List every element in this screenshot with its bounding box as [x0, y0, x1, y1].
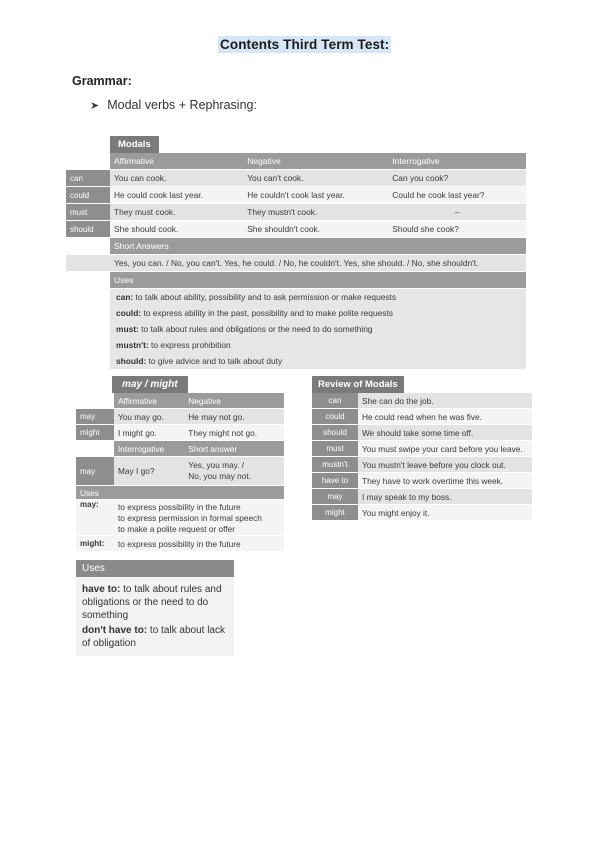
review-of-modals-table [312, 376, 532, 521]
bullet-text: Modal verbs + Rephrasing: [107, 98, 257, 112]
cell-affirmative: He could cook last year. [110, 187, 243, 204]
uses-list [110, 289, 526, 369]
table-row [76, 457, 284, 486]
cell-negative: They mustn't cook. [243, 204, 388, 221]
may-might-table [76, 376, 284, 552]
table-row: mustn't You mustn't leave before you clock out. [312, 457, 532, 473]
list-item: can: to talk about ability, possibility and to ask permission or make requests [116, 292, 397, 302]
cell-affirmative: You can cook. [110, 170, 243, 187]
cell-negative: She shouldn't cook. [243, 221, 388, 238]
arrow-bullet-icon: ➤ [90, 100, 100, 112]
uses-lines: to express possibility in the future [114, 536, 284, 552]
short-answers: Yes, you can. / No, you can't. Yes, he could. / No, he couldn't. Yes, she should. / No, she shouldn't. [110, 255, 526, 272]
list-item: must: to talk about rules and obligations or the need to do something [116, 324, 373, 334]
row-label: may [76, 457, 114, 486]
col-header-interrogative: Interrogative [388, 153, 526, 170]
modals-table [66, 136, 526, 370]
cell-interrogative: Should she cook? [388, 221, 526, 238]
table-row: may I may speak to my boss. [312, 489, 532, 505]
col-header-interrogative: Interrogative [114, 441, 184, 457]
uses-header: Uses [76, 486, 284, 500]
table-row [66, 187, 526, 204]
col-header-affirmative: Affirmative [114, 393, 184, 409]
cell-question: May I go? [114, 457, 184, 486]
cell-interrogative: – [388, 204, 526, 221]
col-header-short-answer: Short answer [184, 441, 284, 457]
row-label: must [66, 204, 110, 221]
col-header-affirmative: Affirmative [110, 153, 243, 170]
uses-header: Uses [76, 560, 234, 577]
cell-negative: You can't cook. [243, 170, 388, 187]
cell-negative: They might not go. [184, 425, 284, 441]
col-header-negative: Negative [243, 153, 388, 170]
cell-interrogative: Could he cook last year? [388, 187, 526, 204]
table-row: can She can do the job. [312, 393, 532, 409]
cell-affirmative: I might go. [114, 425, 184, 441]
uses-body [76, 577, 234, 656]
table-row: have to They have to work overtime this week. [312, 473, 532, 489]
cell-negative: He may not go. [184, 409, 284, 425]
table-row: might You might enjoy it. [312, 505, 532, 521]
table-row [76, 409, 284, 425]
list-item: have to: to talk about rules and obligations or the need to do something [82, 584, 222, 621]
row-label: could [66, 187, 110, 204]
cell-affirmative: You may go. [114, 409, 184, 425]
uses-header: Uses [110, 272, 526, 289]
review-tab: Review of Modals [312, 376, 404, 393]
modals-tab: Modals [110, 136, 159, 153]
row-label: should [66, 221, 110, 238]
cell-affirmative: She should cook. [110, 221, 243, 238]
cell-negative: He couldn't cook last year. [243, 187, 388, 204]
row-label: can [66, 170, 110, 187]
short-answers-header: Short Answers [110, 238, 526, 255]
cell-affirmative: They must cook. [110, 204, 243, 221]
table-row: could He could read when he was five. [312, 409, 532, 425]
section-heading: Grammar: [72, 74, 132, 88]
row-label: may [76, 409, 114, 425]
may-might-tab: may / might [112, 376, 188, 393]
list-item: mustn't: to express prohibition [116, 340, 231, 350]
uses-term: may: [76, 500, 114, 536]
table-row [66, 204, 526, 221]
bullet-item [90, 98, 257, 112]
have-to-uses-box [76, 560, 234, 656]
page-title: Contents Third Term Test: [220, 37, 390, 52]
table-row: must You must swipe your card before you leave. [312, 441, 532, 457]
table-row [66, 170, 526, 187]
list-item: could: to express ability in the past, possibility and to make polite requests [116, 308, 393, 318]
list-item: should: to give advice and to talk about duty [116, 356, 283, 366]
table-row: should We should take some time off. [312, 425, 532, 441]
row-label: might [76, 425, 114, 441]
list-item: don't have to: to talk about lack of obligation [82, 625, 225, 649]
cell-interrogative: Can you cook? [388, 170, 526, 187]
table-row [66, 221, 526, 238]
table-row [76, 425, 284, 441]
cell-short-answer: Yes, you may. / No, you may not. [184, 457, 284, 486]
uses-lines: to express possibility in the future to express permission in formal speech to make a polite request or offer [114, 500, 284, 536]
col-header-negative: Negative [184, 393, 284, 409]
uses-term: might: [76, 536, 114, 552]
